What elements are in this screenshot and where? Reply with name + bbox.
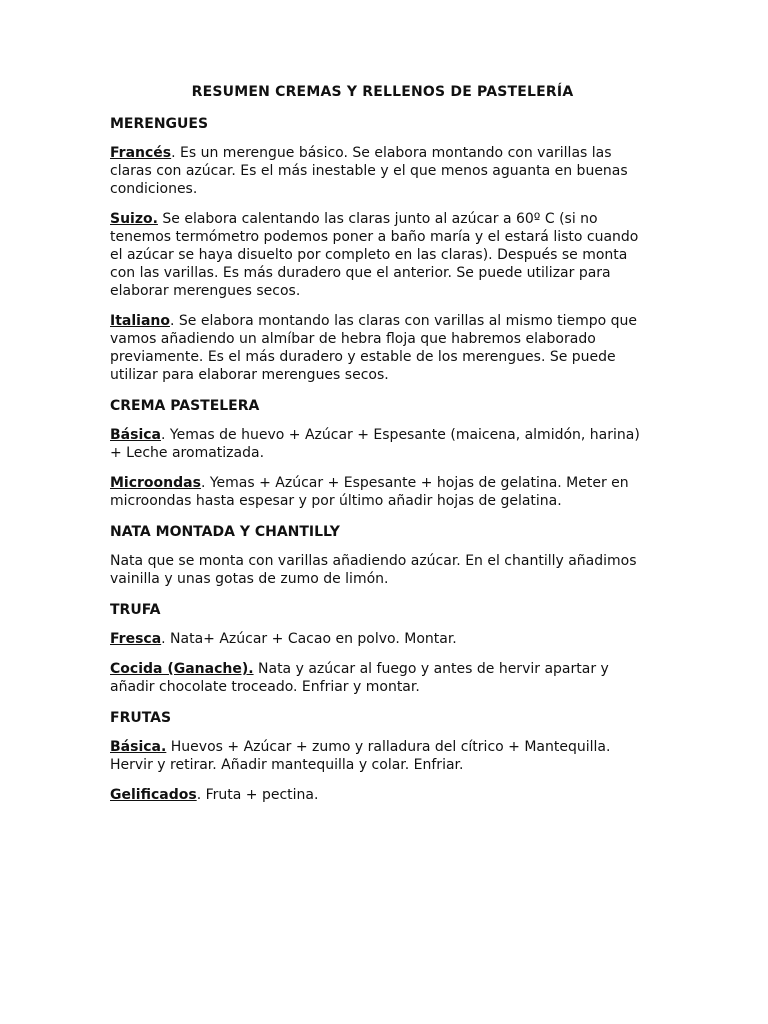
paragraph-fresca xyxy=(110,630,655,648)
text-frutas-basica: Huevos + Azúcar + zumo y ralladura del cítrico + Mantequilla. Hervir y retirar. Añadir mantequilla y colar. Enfriar. xyxy=(110,739,611,773)
text-fresca: . Nata+ Azúcar + Cacao en polvo. Montar. xyxy=(161,631,457,647)
lead-frances: Francés xyxy=(110,145,172,161)
heading-trufa: TRUFA xyxy=(110,602,161,618)
document-title: RESUMEN CREMAS Y RELLENOS DE PASTELERÍA xyxy=(191,84,574,100)
lead-frutas-basica: Básica. xyxy=(110,739,167,755)
lead-italiano: Italiano xyxy=(110,313,170,329)
text-frances: . Es un merengue básico. Se elabora montando con varillas las claras con azúcar. Es el más inestable y el que menos aguanta en buenas condiciones. xyxy=(110,145,628,197)
paragraph-cocida xyxy=(110,660,655,696)
text-crema-basica: . Yemas de huevo + Azúcar + Espesante (maicena, almidón, harina) + Leche aromatizada. xyxy=(110,427,640,461)
lead-cocida: Cocida (Ganache). xyxy=(110,661,254,677)
text-microondas: . Yemas + Azúcar + Espesante + hojas de gelatina. Meter en microondas hasta espesar y por último añadir hojas de gelatina. xyxy=(110,475,629,509)
lead-crema-basica: Básica xyxy=(110,427,161,443)
text-gelificados: . Fruta + pectina. xyxy=(196,787,319,803)
paragraph-frances xyxy=(110,144,655,198)
lead-suizo: Suizo. xyxy=(110,211,158,227)
paragraph-gelificados xyxy=(110,786,655,804)
lead-microondas: Microondas xyxy=(110,475,201,491)
paragraph-crema-basica xyxy=(110,426,655,462)
lead-gelificados: Gelificados xyxy=(110,787,197,803)
lead-fresca: Fresca xyxy=(110,631,162,647)
document-page xyxy=(110,82,655,816)
text-suizo: Se elabora calentando las claras junto al azúcar a 60º C (si no tenemos termómetro podemos poner a baño maría y el estará listo cuando el azúcar se haya disuelto por completo en las claras). Después se monta con las varillas. Es más duradero que el anterior. Se puede utilizar para elaborar merengues secos. xyxy=(110,211,639,299)
paragraph-nata: Nata que se monta con varillas añadiendo azúcar. En el chantilly añadimos vainilla y unas gotas de zumo de limón. xyxy=(110,553,637,587)
paragraph-suizo xyxy=(110,210,655,300)
paragraph-italiano xyxy=(110,312,655,384)
heading-frutas: FRUTAS xyxy=(110,710,172,726)
heading-crema-pastelera: CREMA PASTELERA xyxy=(110,398,260,414)
heading-nata: NATA MONTADA Y CHANTILLY xyxy=(110,524,340,540)
text-cocida: Nata y azúcar al fuego y antes de hervir apartar y añadir chocolate troceado. Enfriar y montar. xyxy=(110,661,609,695)
heading-merengues: MERENGUES xyxy=(110,116,209,132)
text-italiano: . Se elabora montando las claras con varillas al mismo tiempo que vamos añadiendo un almíbar de hebra floja que habremos elaborado previamente. Es el más duradero y estable de los merengues. Se puede utilizar para elaborar merengues secos. xyxy=(110,313,638,383)
paragraph-microondas xyxy=(110,474,655,510)
paragraph-frutas-basica xyxy=(110,738,655,774)
